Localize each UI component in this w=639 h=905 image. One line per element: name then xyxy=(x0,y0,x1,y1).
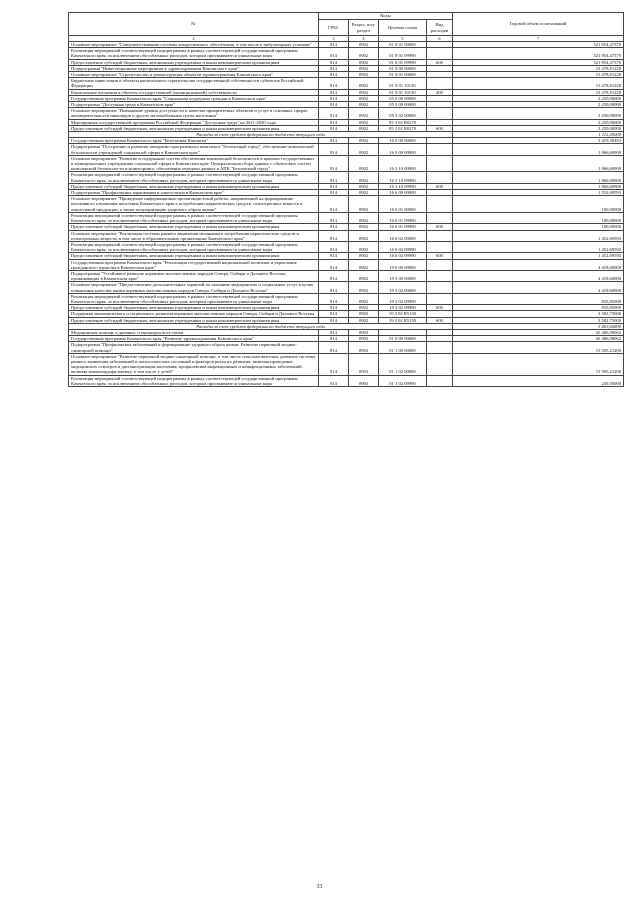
description-cell: Государственная программа Камчатского края "Безопасная Камчатка" xyxy=(69,138,319,144)
amount-cell: 3 582,75000 xyxy=(453,317,624,323)
expense-type-cell: 600 xyxy=(427,224,453,230)
target-article-cell: 01 9 00 00000 xyxy=(379,65,427,71)
section-cell: 0902 xyxy=(349,311,379,317)
description-cell: Подпрограмма "Инвестиционные мероприятия в здравоохранении Камчатского края" xyxy=(69,65,319,71)
table-row xyxy=(69,282,624,293)
target-article-cell: 01 9 01 00000 xyxy=(379,72,427,78)
amount-cell: 15 478,81228 xyxy=(453,65,624,71)
target-article-cell: 16 0 00 00000 xyxy=(379,138,427,144)
expense-type-cell: 600 xyxy=(427,317,453,323)
description-cell: Реализация мероприятий соответствующей подпрограммы в рамках соответствующей государственной программы Камчатского края, за исключением обособленных расходов, которым присваиваются уникальные коды xyxy=(69,212,319,223)
index-cell: 6 xyxy=(427,36,453,42)
amount-cell: 15 478,81228 xyxy=(453,89,624,95)
description-cell: Основное мероприятие "Развитие первичной медико-санитарной помощи, в том числе сельским жителям, развитие системы раннего выявления заболеваний и патологических состояний и факторов риска их развития, включая проведение медицинских осмотров и диспансеризации населения, профилактика инфекционных и неинфекционных заболеваний, включая иммунопрофилактику, в том числе у детей" xyxy=(69,353,319,375)
target-article-cell: 19 3 02 09990 xyxy=(379,305,427,311)
section-cell: 0902 xyxy=(349,183,379,189)
expense-type-cell xyxy=(427,108,453,119)
grbs-cell: 814 xyxy=(319,102,349,108)
target-article-cell: 16 3 00 00000 xyxy=(379,144,427,155)
target-article-cell: 05 3 00 00000 xyxy=(379,102,427,108)
grbs-cell: 814 xyxy=(319,253,349,259)
section-cell: 0902 xyxy=(349,95,379,101)
section-cell: 0903 xyxy=(349,336,379,342)
table-row xyxy=(69,230,624,241)
description-cell: Предоставление субсидий бюджетным, автономным учреждениям и иным некоммерческим организациям xyxy=(69,253,319,259)
table-row xyxy=(69,375,624,386)
expense-type-cell: 600 xyxy=(427,305,453,311)
amount-cell: 4 418,60000 xyxy=(453,270,624,281)
grbs-cell: 814 xyxy=(319,42,349,48)
section-cell: 0902 xyxy=(349,102,379,108)
grbs-cell: 814 xyxy=(319,224,349,230)
amount-cell: 1 866,60900 xyxy=(453,172,624,183)
header-vid: Вид расходов xyxy=(427,20,453,36)
amount-cell: 100,00000 xyxy=(453,196,624,213)
grbs-cell: 814 xyxy=(319,196,349,213)
expense-type-cell xyxy=(427,48,453,59)
section-cell: 0902 xyxy=(349,125,379,131)
amount-cell: 45 486,08062 xyxy=(453,336,624,342)
grbs-cell: 814 xyxy=(319,329,349,335)
grbs-cell: 814 xyxy=(319,155,349,172)
target-article-cell: 01 9 01 10130 xyxy=(379,78,427,89)
expense-type-cell xyxy=(427,155,453,172)
amount-cell: 100,00000 xyxy=(453,212,624,223)
target-article-cell: 01 8 01 09990 xyxy=(379,48,427,59)
target-article-cell: 16 6 00 00000 xyxy=(379,190,427,196)
amount-cell: 15 478,81228 xyxy=(453,72,624,78)
header-razdel: Раздел, под-раздел xyxy=(349,20,379,36)
index-cell: 4 xyxy=(349,36,379,42)
target-article-cell: 05 3 02 R0270 xyxy=(379,119,427,125)
section-cell: 0902 xyxy=(349,155,379,172)
target-article-cell: 01 9 01 10130 xyxy=(379,89,427,95)
amount-cell: 15 505,21200 xyxy=(453,353,624,375)
grbs-cell: 814 xyxy=(319,144,349,155)
note-text: Расходы за счет средств федерального бюджета текущего года xyxy=(69,132,453,138)
amount-cell: 249,50000 xyxy=(453,375,624,386)
target-article-cell: 16 3 10 09990 xyxy=(379,183,427,189)
table-row xyxy=(69,78,624,89)
grbs-cell: 814 xyxy=(319,108,349,119)
header-codes: Коды xyxy=(319,13,453,20)
description-cell: Государственная программа Камчатского края "Реализация государственной национальной политики и укрепление гражданского единства в Камчатском крае" xyxy=(69,259,319,270)
expense-type-cell xyxy=(427,270,453,281)
grbs-cell: 814 xyxy=(319,119,349,125)
section-cell: 0903 xyxy=(349,342,379,353)
grbs-cell: 814 xyxy=(319,48,349,59)
section-cell: 0902 xyxy=(349,138,379,144)
section-cell: 0902 xyxy=(349,230,379,241)
section-cell: 0902 xyxy=(349,119,379,125)
target-article-cell: 16 6 01 00000 xyxy=(379,196,427,213)
amount-cell: 45 486,08062 xyxy=(453,329,624,335)
amount-cell: 15 478,81228 xyxy=(453,78,624,89)
target-article-cell: 19 3 02 09990 xyxy=(379,293,427,304)
table-row xyxy=(69,241,624,252)
expense-type-cell xyxy=(427,172,453,183)
expense-type-cell xyxy=(427,230,453,241)
amount-cell: 1 552,69593 xyxy=(453,190,624,196)
note-text: Расходы за счет средств федерального бюджета текущего года xyxy=(69,323,453,329)
expense-type-cell xyxy=(427,196,453,213)
description-cell: Подпрограмма "Доступная среда в Камчатском крае" xyxy=(69,102,319,108)
amount-cell: 2 250,00000 xyxy=(453,95,624,101)
index-cell: 7 xyxy=(453,36,624,42)
target-article-cell: 19 0 00 00000 xyxy=(379,259,427,270)
description-cell: Капитальные вложения в объекты государственной (муниципальной) собственности xyxy=(69,89,319,95)
section-cell: 0902 xyxy=(349,48,379,59)
description-cell: Основное мероприятие "Развитие и содержание систем обеспечения комплексной безопасности в краевых государственных и муниципальных учреждениях социальной сферы в Камчатском крае. Централизация сбора данных с объектовых систем комплексной безопасности и мониторинга, обеспечение передачи данных в АПК "Безопасный город" xyxy=(69,155,319,172)
target-article-cell: 01 0 00 00000 xyxy=(379,336,427,342)
description-cell: Реализация мероприятий соответствующей подпрограммы в рамках соответствующей государственной программы Камчатского края, за исключением обособленных расходов, которым присваиваются уникальные коды xyxy=(69,172,319,183)
amount-cell: 3 403,60800 xyxy=(453,323,624,329)
grbs-cell: 814 xyxy=(319,212,349,223)
index-cell: 3 xyxy=(319,36,349,42)
amount-cell: 521 854,47370 xyxy=(453,42,624,48)
index-cell: 2 xyxy=(69,36,319,42)
amount-cell: 1 866,60900 xyxy=(453,183,624,189)
amount-cell: 3 582,75000 xyxy=(453,311,624,317)
amount-cell: 2 250,00000 xyxy=(453,102,624,108)
header-celevaya: Целевая статья xyxy=(379,20,427,36)
grbs-cell: 814 xyxy=(319,305,349,311)
header-row xyxy=(69,13,624,20)
grbs-cell: 814 xyxy=(319,72,349,78)
description-cell: Предоставление субсидий бюджетным, автономным учреждениям и иным некоммерческим организациям xyxy=(69,59,319,65)
amount-cell: 2 250,00000 xyxy=(453,108,624,119)
description-cell: Государственная программа Камчатского края "Развитие здравоохранения Камчатского края" xyxy=(69,336,319,342)
amount-cell: 835,85000 xyxy=(453,305,624,311)
target-article-cell: 05 3 02 00000 xyxy=(379,108,427,119)
grbs-cell: 814 xyxy=(319,89,349,95)
expense-type-cell: 600 xyxy=(427,253,453,259)
expense-type-cell: 400 xyxy=(427,89,453,95)
amount-cell: 3 419,30493 xyxy=(453,138,624,144)
grbs-cell: 814 xyxy=(319,293,349,304)
expense-type-cell xyxy=(427,293,453,304)
amount-cell: 1 866,60900 xyxy=(453,144,624,155)
section-cell: 0902 xyxy=(349,59,379,65)
table-row xyxy=(69,172,624,183)
section-cell: 0903 xyxy=(349,329,379,335)
target-article-cell: 16 6 02 09990 xyxy=(379,253,427,259)
target-article-cell: 05 0 00 00000 xyxy=(379,95,427,101)
section-cell: 0902 xyxy=(349,144,379,155)
description-cell: Основное мероприятие "Строительство и реконструкция объектов здравоохранения Камчатского края" xyxy=(69,72,319,78)
section-cell: 0902 xyxy=(349,89,379,95)
amount-cell: 2 250,00000 xyxy=(453,125,624,131)
grbs-cell: 814 xyxy=(319,138,349,144)
section-cell: 0902 xyxy=(349,72,379,78)
grbs-cell: 814 xyxy=(319,183,349,189)
budget-table xyxy=(68,12,624,387)
target-article-cell: 16 6 01 09990 xyxy=(379,224,427,230)
target-article-cell: 01 1 00 00000 xyxy=(379,342,427,353)
header-no: № xyxy=(69,13,319,36)
table-row xyxy=(69,48,624,59)
description-cell: Предоставление субсидий бюджетным, автономным учреждениям и иным некоммерческим организациям xyxy=(69,125,319,131)
grbs-cell: 814 xyxy=(319,230,349,241)
description-cell: Реализация мероприятий соответствующей подпрограммы в рамках соответствующей государственной программы Камчатского края, за исключением обособленных расходов, которым присваиваются уникальные коды xyxy=(69,293,319,304)
grbs-cell: 814 xyxy=(319,78,349,89)
expense-type-cell xyxy=(427,212,453,223)
expense-type-cell: 600 xyxy=(427,125,453,131)
table-row xyxy=(69,270,624,281)
target-article-cell: 19 3 02 R5150 xyxy=(379,311,427,317)
grbs-cell: 814 xyxy=(319,270,349,281)
section-cell: 0902 xyxy=(349,270,379,281)
grbs-cell: 814 xyxy=(319,259,349,270)
target-article-cell: 19 3 02 00000 xyxy=(379,282,427,293)
section-cell: 0902 xyxy=(349,190,379,196)
description-cell: Подпрограмма "Устойчивое развитие коренных малочисленных народов Севера, Сибири и Дальнего Востока, проживающих в Камчатском крае" xyxy=(69,270,319,281)
section-cell: 0902 xyxy=(349,65,379,71)
table-row xyxy=(69,212,624,223)
expense-type-cell xyxy=(427,144,453,155)
target-article-cell: 16 6 02 09990 xyxy=(379,241,427,252)
grbs-cell: 814 xyxy=(319,342,349,353)
description-cell: Предоставление субсидий бюджетным, автономным учреждениям и иным некоммерческим организациям xyxy=(69,183,319,189)
amount-cell: 521 854,47370 xyxy=(453,59,624,65)
target-article-cell: 16 3 10 09990 xyxy=(379,172,427,183)
amount-cell: 1 452,69593 xyxy=(453,241,624,252)
section-cell: 0902 xyxy=(349,282,379,293)
table-body xyxy=(69,42,624,387)
description-cell: Основное мероприятие "Повышение уровня доступности и качества приоритетных объектов и услуг в основных сферах жизнедеятельности инвалидов и других маломобильных групп населения" xyxy=(69,108,319,119)
expense-type-cell xyxy=(427,342,453,353)
target-article-cell: 01 8 01 09990 xyxy=(379,59,427,65)
description-cell: Подпрограмма "Профилактика заболеваний и формирование здорового образа жизни. Развитие первичной медико-санитарной помощи" xyxy=(69,342,319,353)
description-cell: Поддержка экономического и социального развития коренных малочисленных народов Севера, Сибири и Дальнего Востока xyxy=(69,311,319,317)
amount-cell: 1 112,20000 xyxy=(453,132,624,138)
expense-type-cell xyxy=(427,259,453,270)
index-cell: 5 xyxy=(379,36,427,42)
amount-cell: 835,85000 xyxy=(453,293,624,304)
section-cell: 0902 xyxy=(349,78,379,89)
table-row xyxy=(69,293,624,304)
section-cell: 0902 xyxy=(349,196,379,213)
amount-cell: 4 418,60000 xyxy=(453,259,624,270)
section-cell: 0902 xyxy=(349,224,379,230)
target-article-cell: 16 6 01 09990 xyxy=(379,212,427,223)
section-cell: 0902 xyxy=(349,253,379,259)
expense-type-cell xyxy=(427,375,453,386)
description-cell: Государственная программа Камчатского края "Социальная поддержка граждан в Камчатском крае" xyxy=(69,95,319,101)
amount-cell: 1 452,69593 xyxy=(453,253,624,259)
section-cell: 0902 xyxy=(349,241,379,252)
amount-cell: 1 452,69593 xyxy=(453,230,624,241)
description-cell: Реализация мероприятий соответствующей подпрограммы в рамках соответствующей государственной программы Камчатского края, за исключением обособленных расходов, которым присваиваются уникальные коды xyxy=(69,375,319,386)
description-cell: Реализация мероприятий соответствующей подпрограммы в рамках соответствующей государственной программы Камчатского края, за исключением обособленных расходов, которым присваиваются уникальные коды xyxy=(69,48,319,59)
amount-cell: 521 854,47370 xyxy=(453,48,624,59)
table-row xyxy=(69,108,624,119)
description-cell: Основное мероприятие "Реализация системы раннего выявления незаконного потребления наркотических средств и психотропных веществ, в том числе в образовательных организациях Камчатского края" xyxy=(69,230,319,241)
target-article-cell: 05 3 02 R0270 xyxy=(379,125,427,131)
expense-type-cell xyxy=(427,353,453,375)
amount-cell: 1 866,60900 xyxy=(453,155,624,172)
grbs-cell: 814 xyxy=(319,353,349,375)
section-cell: 0902 xyxy=(349,212,379,223)
table-row xyxy=(69,259,624,270)
description-cell: Предоставление субсидий бюджетным, автономным учреждениям и иным некоммерческим организациям xyxy=(69,317,319,323)
target-article-cell: 19 3 02 R5150 xyxy=(379,317,427,323)
description-cell: Подпрограмма "Построение и развитие аппаратно-программного комплекса "Безопасный город", обеспечение комплексной безопасности учреждений социальной сферы в Камчатском крае" xyxy=(69,144,319,155)
table-row xyxy=(69,196,624,213)
amount-cell: 4 418,60000 xyxy=(453,282,624,293)
grbs-cell: 814 xyxy=(319,95,349,101)
expense-type-cell: 600 xyxy=(427,59,453,65)
description-cell: Предоставление субсидий бюджетным, автономным учреждениям и иным некоммерческим организациям xyxy=(69,224,319,230)
grbs-cell: 814 xyxy=(319,172,349,183)
description-cell: Медицинская помощь в дневных стационарах всех типов xyxy=(69,329,319,335)
description-cell: Мероприятия государственной программы Российской Федерации "Доступная среда" на 2011-2020 годы xyxy=(69,119,319,125)
target-article-cell: 01 1 02 00000 xyxy=(379,353,427,375)
description-cell: Основное мероприятие "Предоставление дополнительных гарантий по оказанию медицинских и социальных услуг в целях повышения качества жизни коренных малочисленных народов Севера, Сибири и Дальнего Востока" xyxy=(69,282,319,293)
description-cell: Основное мероприятие "Проведение информационно-пропагандистской работы, направленной на формирование негативного отношения населения Камчатского края к потреблению наркотических средств, психотропных веществ и алкогольной продукции, а также популяризацию здорового образа жизни" xyxy=(69,196,319,213)
header-grbs: ГРБС xyxy=(319,20,349,36)
section-cell: 0903 xyxy=(349,375,379,386)
amount-cell: 2 250,00000 xyxy=(453,119,624,125)
section-cell: 0903 xyxy=(349,353,379,375)
expense-type-cell: 600 xyxy=(427,183,453,189)
target-article-cell: 01 1 02 09990 xyxy=(379,375,427,386)
table-row xyxy=(69,353,624,375)
target-article-cell: 16 3 10 00000 xyxy=(379,155,427,172)
section-cell: 0902 xyxy=(349,259,379,270)
target-article-cell: 16 6 02 00000 xyxy=(379,230,427,241)
expense-type-cell xyxy=(427,78,453,89)
page-number: 33 xyxy=(316,884,323,890)
grbs-cell: 814 xyxy=(319,190,349,196)
grbs-cell: 814 xyxy=(319,241,349,252)
description-cell: Реализация мероприятий соответствующей подпрограммы в рамках соответствующей государственной программы Камчатского края, за исключением обособленных расходов, которым присваиваются уникальные коды xyxy=(69,241,319,252)
amount-cell: 15 505,21200 xyxy=(453,342,624,353)
grbs-cell: 814 xyxy=(319,317,349,323)
table-row xyxy=(69,144,624,155)
description-cell: Основное мероприятие "Совершенствование системы лекарственного обеспечения, в том числе в амбулаторных условиях" xyxy=(69,42,319,48)
section-cell: 0902 xyxy=(349,317,379,323)
section-cell: 0902 xyxy=(349,305,379,311)
target-article-cell: 01 8 01 00000 xyxy=(379,42,427,48)
grbs-cell: 814 xyxy=(319,375,349,386)
table-row xyxy=(69,342,624,353)
grbs-cell: 814 xyxy=(319,282,349,293)
expense-type-cell xyxy=(427,241,453,252)
section-cell: 0902 xyxy=(349,108,379,119)
table-row xyxy=(69,155,624,172)
section-cell: 0902 xyxy=(349,293,379,304)
amount-cell: 100,00000 xyxy=(453,224,624,230)
header-annual: Годовой объем ассигнований xyxy=(453,13,624,36)
grbs-cell: 814 xyxy=(319,125,349,131)
grbs-cell: 814 xyxy=(319,65,349,71)
grbs-cell: 814 xyxy=(319,336,349,342)
grbs-cell: 814 xyxy=(319,311,349,317)
description-cell: Подпрограмма "Профилактика наркомании и алкоголизма в Камчатском крае" xyxy=(69,190,319,196)
description-cell: Бюджетные инвестиции в объекты капитального строительства государственной собственности субъектов Российской Федерации xyxy=(69,78,319,89)
grbs-cell: 814 xyxy=(319,59,349,65)
expense-type-cell xyxy=(427,282,453,293)
description-cell: Предоставление субсидий бюджетным, автономным учреждениям и иным некоммерческим организациям xyxy=(69,305,319,311)
section-cell: 0902 xyxy=(349,172,379,183)
section-cell: 0902 xyxy=(349,42,379,48)
target-article-cell: 19 3 00 00000 xyxy=(379,270,427,281)
